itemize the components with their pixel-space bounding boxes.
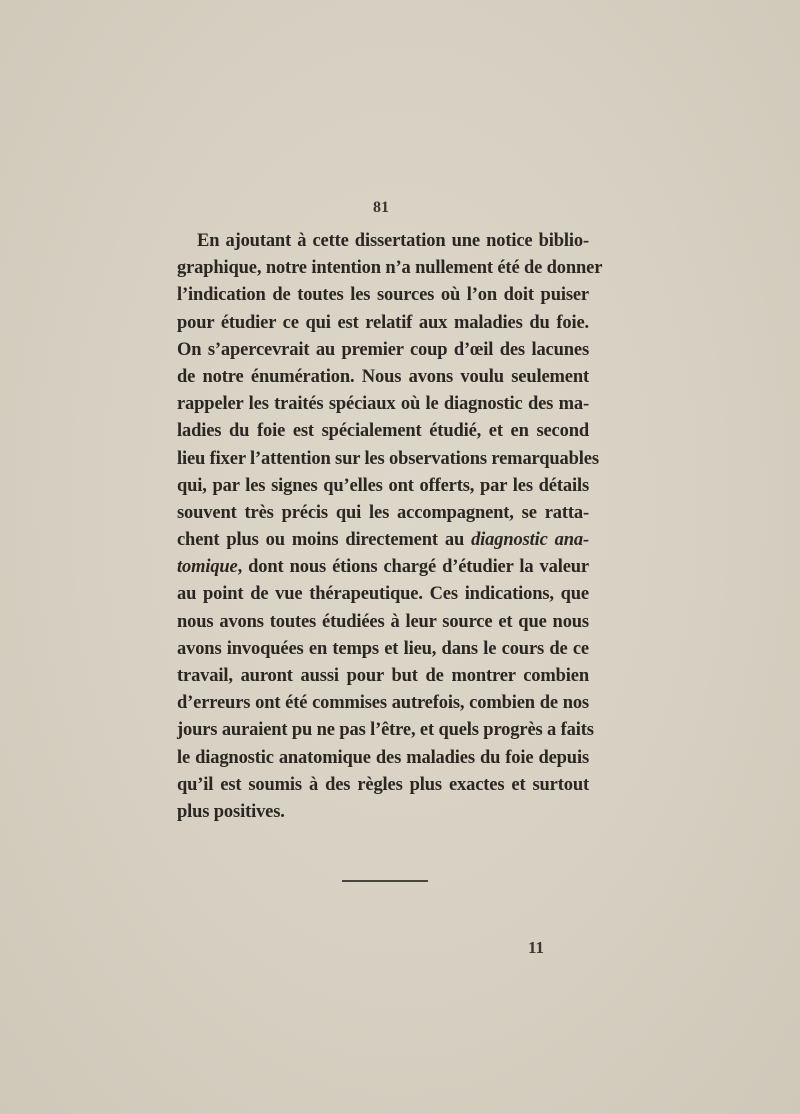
- text-line: On s’apercevrait au premier coup d’œil des lacunes: [177, 339, 589, 360]
- text-line: [177, 527, 589, 554]
- italic-term: diagnostic ana-: [471, 530, 589, 551]
- text-line: pour étudier ce qui est relatif aux maladies du foie.: [177, 312, 589, 333]
- text-line: souvent très précis qui les accompagnent, se ratta-: [177, 502, 589, 523]
- text-line: tomique, dont nous étions chargé d’étudier la valeur: [177, 557, 589, 578]
- text-line: jours auraient pu ne pas l’être, et quels progrès a faits: [177, 720, 594, 741]
- text-line: le diagnostic anatomique des maladies du foie depuis: [177, 747, 589, 768]
- text-line: l’indication de toutes les sources où l’on doit puiser: [177, 285, 589, 306]
- page-number: 81: [373, 199, 389, 216]
- text-line: qui, par les signes qu’elles ont offerts, par les détails: [177, 475, 589, 496]
- body-paragraph: [177, 228, 603, 826]
- text-line: graphique, notre intention n’a nullement été de donner: [177, 258, 603, 279]
- text-line: nous avons toutes étudiées à leur source et que nous: [177, 611, 589, 632]
- text-line: En ajoutant à cette dissertation une notice biblio-: [197, 231, 589, 251]
- text-line: d’erreurs ont été commises autrefois, combien de nos: [177, 693, 589, 714]
- text-line: ladies du foie est spécialement étudié, et en second: [177, 421, 589, 442]
- text-line: rappeler les traités spéciaux où le diagnostic des ma-: [177, 394, 589, 415]
- text-line: de notre énumération. Nous avons voulu seulement: [177, 366, 589, 387]
- text-line: plus positives.: [177, 801, 285, 822]
- italic-term: tomique: [177, 557, 238, 578]
- text-line: qu’il est soumis à des règles plus exactes et surtout: [177, 774, 589, 795]
- text-segment: chent plus ou moins directement au: [177, 530, 472, 551]
- section-divider: [342, 880, 428, 882]
- text-line: au point de vue thérapeutique. Ces indications, que: [177, 584, 589, 605]
- text-segment: dont nous étions chargé d’étudier la valeur: [248, 557, 589, 578]
- text-line: lieu fixer l’attention sur les observations remarquables: [177, 448, 599, 469]
- text-line: avons invoquées en temps et lieu, dans le cours de ce: [177, 638, 589, 659]
- signature-mark: 11: [528, 938, 545, 957]
- text-line: travail, auront aussi pour but de montrer combien: [177, 666, 589, 686]
